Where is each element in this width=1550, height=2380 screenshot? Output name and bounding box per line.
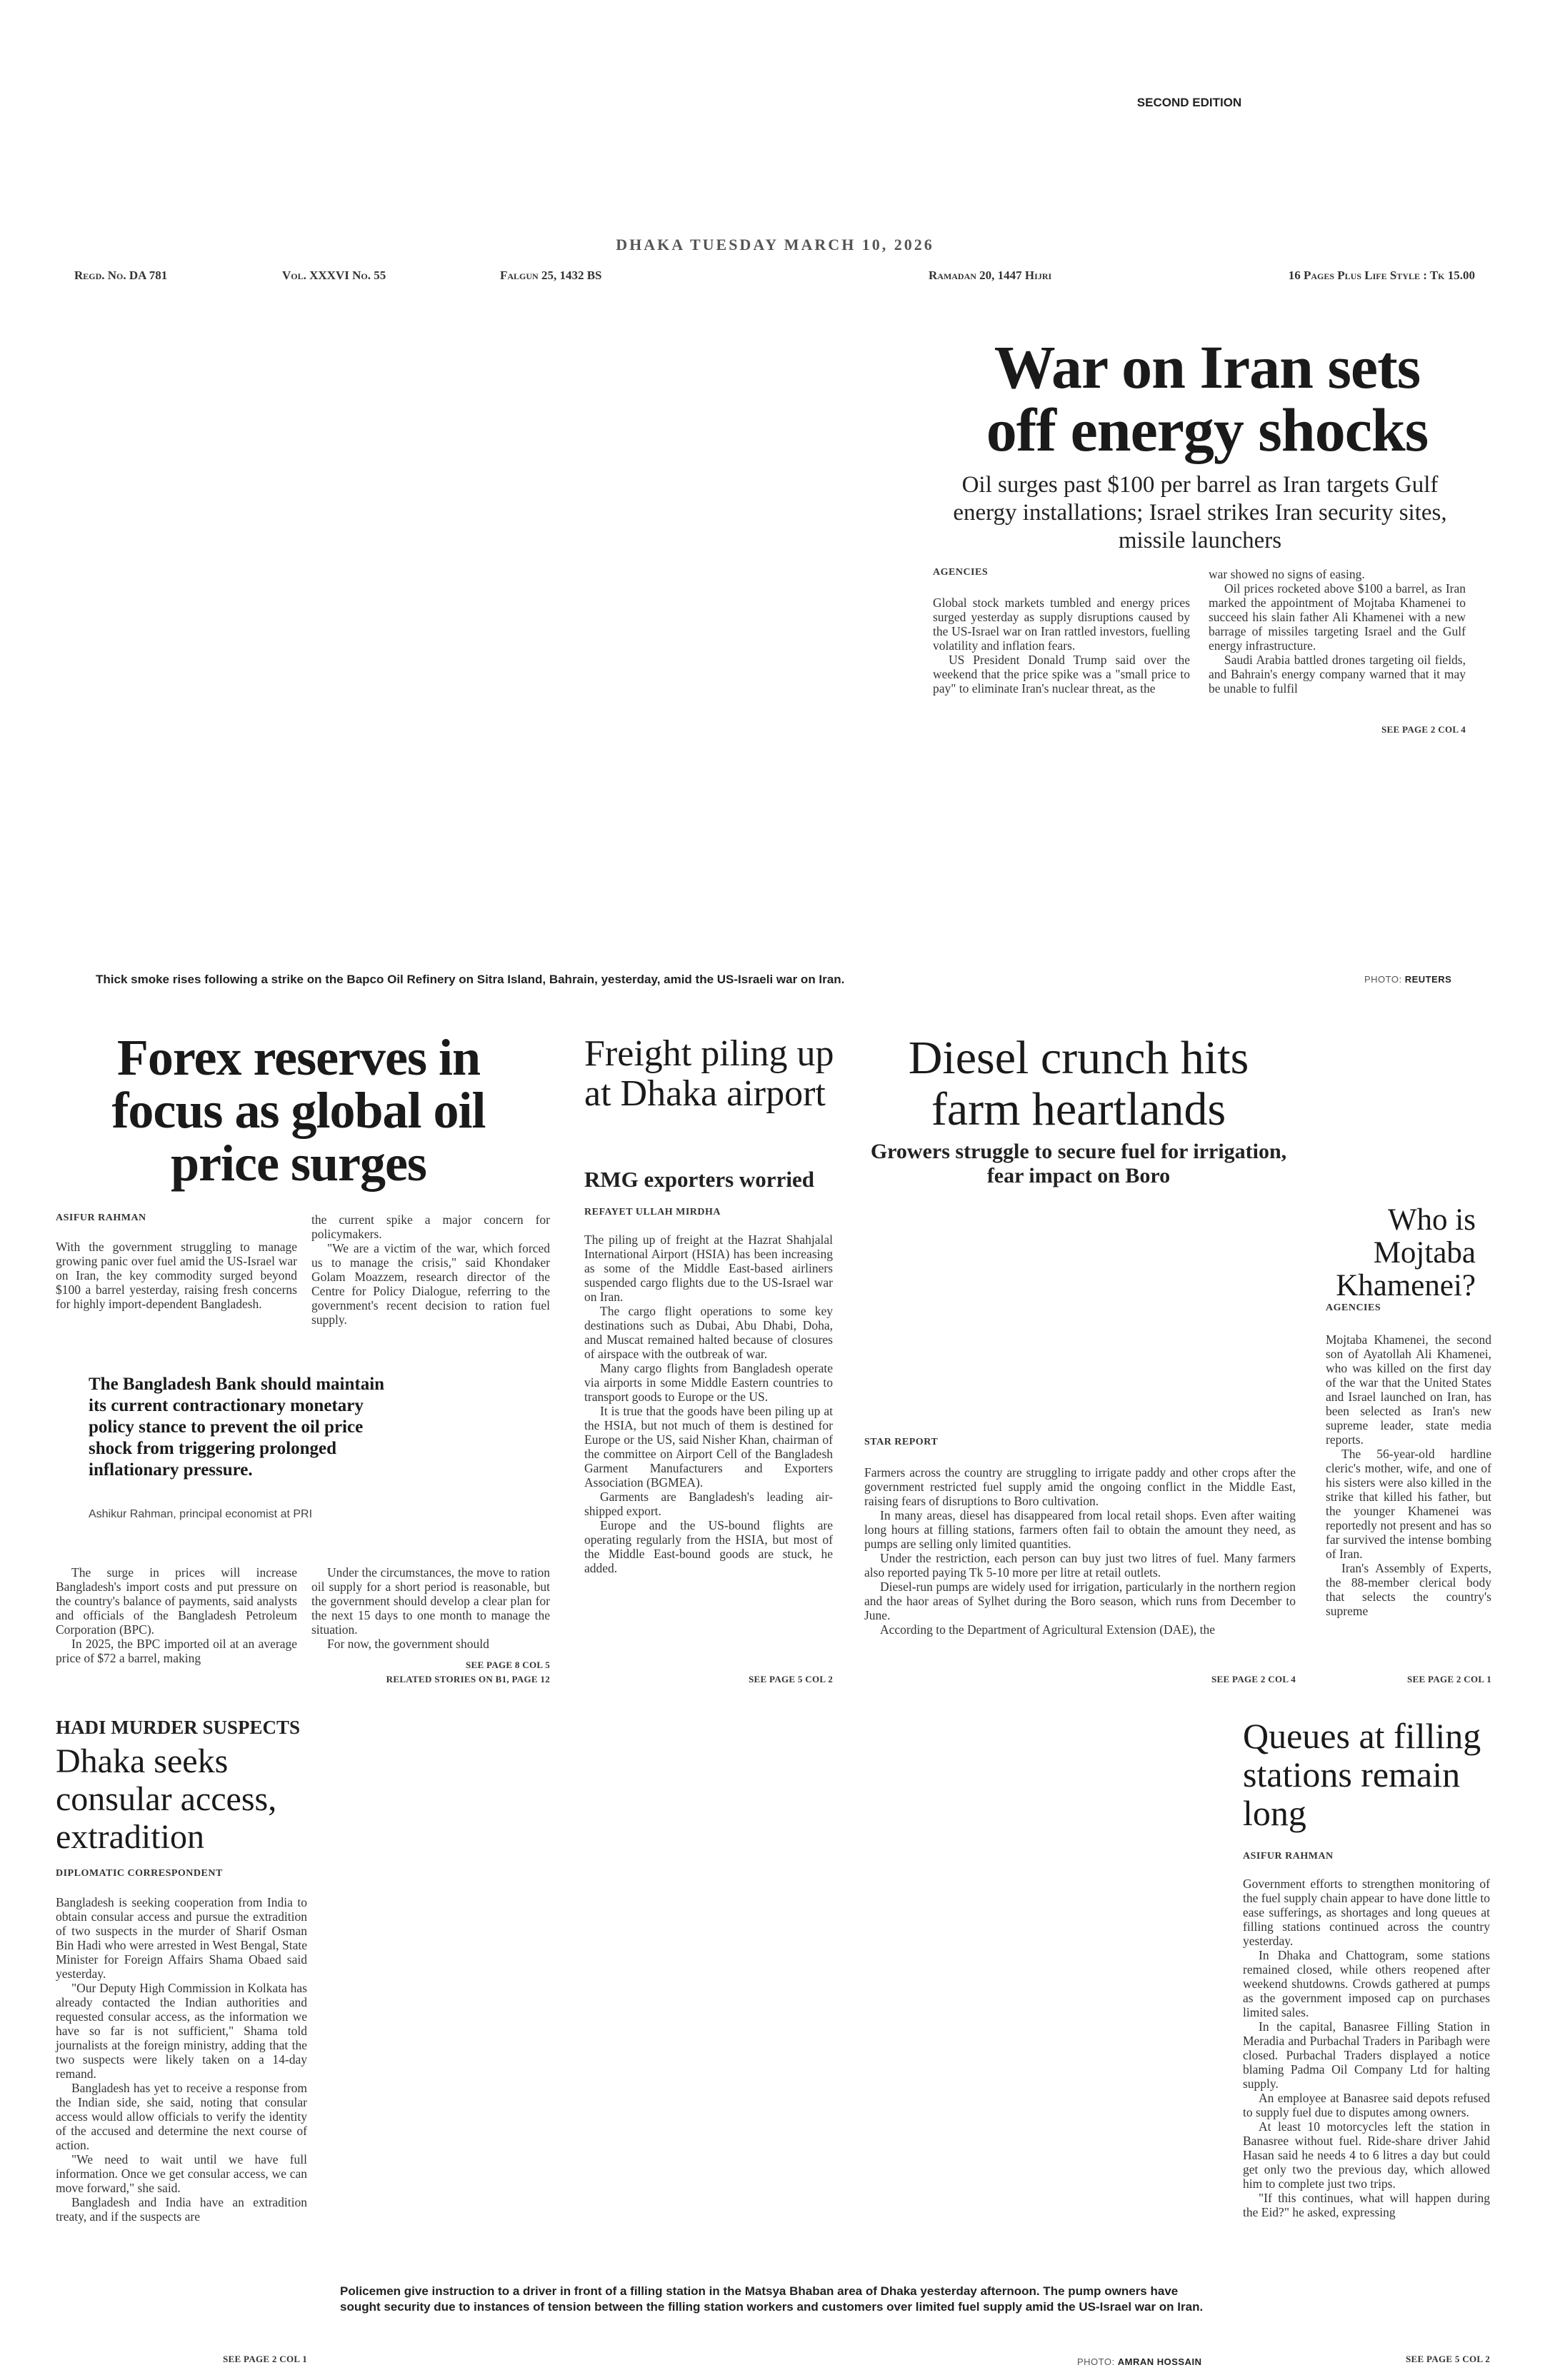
diesel-para: Farmers across the country are struggling to irrigate paddy and other crops after the government restricted fuel supply amid the ongoing conflict in the Middle East, raising fears of disruptions to Boro cultivation. — [864, 1465, 1296, 1508]
queues-para: An employee at Banasree said depots refused to supply fuel due to disputes among owners. — [1243, 2091, 1490, 2119]
mojtaba-headline[interactable]: Who is Mojtaba Khamenei? — [1336, 1203, 1476, 1302]
forex-column-1 — [56, 1240, 297, 1311]
diesel-para: In many areas, diesel has disappeared from local retail shops. Even after waiting long hours at filling stations, farmers often fail to obtain the amount they need, as pumps are selling only limited quantities. — [864, 1508, 1296, 1551]
diesel-para: According to the Department of Agricultural Extension (DAE), the — [880, 1622, 1215, 1637]
lead-column-2 — [1209, 567, 1466, 696]
forex-col3-para: The surge in prices will increase Bangladesh's import costs and put pressure on the country's balance of payments, said analysts and officials of the Bangladesh Petroleum Corporation (BPC). — [56, 1565, 297, 1637]
lead-col1-para: US President Donald Trump said over the weekend that the price spike was a "small price to pay" to eliminate Iran's nuclear threat, as the — [933, 653, 1190, 696]
hadi-para: "Our Deputy High Commission in Kolkata has already contacted the Indian authorities and requested consular access, as the information we have so far is not sufficient," Shama told journalists at the foreign ministry, adding that the two suspects were likely taken on a 14-day remand. — [56, 1981, 307, 2081]
mojtaba-para: The 56-year-old hardline cleric's mother, wife, and one of his sisters were also killed in the strike that killed his father, but the younger Khamenei was reportedly not present and has so far survived the intense bombing of Iran. — [1326, 1447, 1491, 1561]
photo1-caption: Thick smoke rises following a strike on the Bapco Oil Refinery on Sitra Island, Bahrain, yesterday, amid the US-Israeli war on Iran. — [96, 973, 845, 986]
lead-column-1 — [933, 596, 1190, 696]
queues-body — [1243, 1877, 1490, 2219]
lead-col2-para: Oil prices rocketed above $100 a barrel, as Iran marked the appointment of Mojtaba Khamenei to succeed his slain father Ali Khamenei with a new barrage of missiles targeting Israel and the Gulf energy infrastructure. — [1209, 581, 1466, 653]
forex-col2-para: "We are a victim of the war, which forced us to manage the crisis," said Khondaker Golam Moazzem, research director of the Centre for Policy Dialogue, referring to the government's recent decision to ration fuel supply. — [311, 1241, 550, 1327]
queues-para: In the capital, Banasree Filling Station in Meradia and Purbachal Traders in Paribagh were closed. Purbachal Traders displayed a notice blaming Padma Oil Company Ltd for halting supply. — [1243, 2019, 1490, 2091]
diesel-body — [864, 1465, 1296, 1637]
lead-headline-line1: War on Iran sets — [994, 333, 1421, 401]
freight-subhead: RMG exporters worried — [584, 1167, 814, 1192]
queues-para: Government efforts to strengthen monitoring of the fuel supply chain appear to have done little to ease sufferings, as shortages and long queues at filling stations continued across the country yesterday. — [1243, 1877, 1490, 1948]
forex-byline: ASIFUR RAHMAN — [56, 1212, 146, 1223]
lead-headline[interactable] — [921, 333, 1493, 464]
hadi-body — [56, 1895, 307, 2224]
photo2-credit-label: PHOTO: — [1077, 2356, 1115, 2367]
forex-headline[interactable]: Forex reserves in focus as global oil price surges — [111, 1029, 486, 1192]
lead-col2-para: Saudi Arabia battled drones targeting oil fields, and Bahrain's energy company warned that it may be unable to fulfil — [1209, 653, 1466, 696]
photo1-credit-label: PHOTO: — [1364, 974, 1402, 985]
forex-col1-para: With the government struggling to manage growing panic over fuel amid the US-Israel war on Iran, the key commodity surged beyond $100 a barrel yesterday, raising fresh concerns for highly import-dependent Bangladesh. — [56, 1240, 297, 1311]
mojtaba-byline: AGENCIES — [1326, 1302, 1381, 1313]
diesel-para: Diesel-run pumps are widely used for irrigation, particularly in the northern region and the haor areas of Sylhet during the Boro season, which runs from December to June. — [864, 1580, 1296, 1622]
mojtaba-para: Mojtaba Khamenei, the second son of Ayatollah Ali Khamenei, who was killed on the first day of the war that the United States and Israel launched on Iran, has been selected as Iran's new supreme leader, state media reports. — [1326, 1332, 1491, 1447]
diesel-byline: STAR REPORT — [864, 1437, 939, 1447]
forex-col4-para: Under the circumstances, the move to ration oil supply for a short period is reasonable, but the government should develop a clear plan for the next 15 days to one month to manage the situation. — [311, 1565, 550, 1637]
freight-para: Many cargo flights from Bangladesh operate via airports in some Middle Eastern countries to transport goods to Europe or the US. — [584, 1361, 833, 1404]
hadi-kicker: HADI MURDER SUSPECTS — [56, 1717, 301, 1738]
queues-para: At least 10 motorcycles left the station in Banasree without fuel. Ride-share driver Jahid Hasan said he needs 4 to 6 litres a day but could get only two the previous day, which allowed him to complete just two trips. — [1243, 2119, 1490, 2191]
dateline: DHAKA TUESDAY MARCH 10, 2026 — [616, 236, 934, 253]
volume-number: Vol. XXXVI No. 55 — [282, 268, 386, 282]
bengali-date: Falgun 25, 1432 BS — [500, 268, 602, 282]
photo2-credit — [1077, 2356, 1201, 2367]
lead-see-page-link[interactable]: SEE PAGE 2 COL 4 — [1381, 724, 1466, 735]
forex-col4-para: For now, the government should — [327, 1637, 489, 1651]
forex-pull-quote: The Bangladesh Bank should maintain its current contractionary monetary policy stance to prevent the oil price shock from triggering prolonged inflationary pressure. — [89, 1375, 385, 1480]
forex-column-4 — [311, 1565, 550, 1651]
forex-column-3 — [56, 1565, 297, 1665]
freight-para: Garments are Bangladesh's leading air-shipped export. — [584, 1490, 833, 1518]
photo1-credit — [1364, 974, 1451, 985]
queues-para: "If this continues, what will happen during the Eid?" he asked, expressing — [1243, 2191, 1490, 2219]
freight-byline: REFAYET ULLAH MIRDHA — [584, 1207, 721, 1217]
queues-headline[interactable]: Queues at filling stations remain long — [1243, 1716, 1481, 1833]
lead-byline: AGENCIES — [933, 567, 989, 578]
hadi-para: "We need to wait until we have full information. Once we get consular access, we can move forward," she said. — [56, 2152, 307, 2195]
photo2-credit-name: AMRAN HOSSAIN — [1117, 2356, 1202, 2367]
hijri-date: Ramadan 20, 1447 Hijri — [929, 268, 1052, 282]
forex-quote-attribution: Ashikur Rahman, principal economist at PRI — [89, 1508, 313, 1520]
mojtaba-para: Iran's Assembly of Experts, the 88-member clerical body that selects the country's supreme — [1326, 1561, 1491, 1618]
hadi-see-page-link[interactable]: SEE PAGE 2 COL 1 — [223, 2354, 307, 2364]
diesel-see-page-link[interactable]: SEE PAGE 2 COL 4 — [1211, 1674, 1296, 1684]
page-count-price: 16 Pages Plus Life Style : Tk 15.00 — [1288, 268, 1475, 282]
freight-para: It is true that the goods have been piling up at the HSIA, but not much of them is destined for Europe or the US, said Nisher Khan, chairman of the committee on Airport Cell of the Bangladesh Garment Manufacturers and Exporters Association (BGMEA). — [584, 1404, 833, 1490]
queues-byline: ASIFUR RAHMAN — [1243, 1851, 1334, 1862]
forex-column-2 — [311, 1212, 550, 1327]
edition-label: SECOND EDITION — [1136, 96, 1242, 109]
forex-see-page-link[interactable]: SEE PAGE 8 COL 5 — [466, 1660, 550, 1670]
lead-col1-para: Global stock markets tumbled and energy prices surged yesterday as supply disruptions caused by the US-Israel war on Iran rattled investors, fuelling volatility and inflation fears. — [933, 596, 1190, 653]
lead-col2-para: war showed no signs of easing. — [1209, 567, 1365, 581]
hadi-byline: DIPLOMATIC CORRESPONDENT — [56, 1868, 223, 1879]
hadi-para: Bangladesh is seeking cooperation from India to obtain consular access and pursue the extradition of two suspects in the murder of Sharif Osman Bin Hadi who were arrested in West Bengal, State Minister for Foreign Affairs Shama Obaed said yesterday. — [56, 1895, 307, 1981]
freight-para: Europe and the US-bound flights are operating regularly from the HSIA, but most of the Middle East-bound goods are stuck, he added. — [584, 1518, 833, 1575]
diesel-para: Under the restriction, each person can buy just two litres of fuel. Many farmers also reported paying Tk 5-10 more per litre at retail outlets. — [864, 1551, 1296, 1580]
hadi-para: Bangladesh and India have an extradition treaty, and if the suspects are — [56, 2195, 307, 2224]
freight-headline[interactable]: Freight piling up at Dhaka airport — [584, 1033, 834, 1114]
mojtaba-body — [1326, 1332, 1491, 1618]
lead-subhead: Oil surges past $100 per barrel as Iran targets Gulf energy installations; Israel strikes Iran security sites, missile launchers — [953, 472, 1447, 553]
freight-para: The piling up of freight at the Hazrat Shahjalal International Airport (HSIA) has been increasing as some of the Middle East-based airliners suspended cargo flights due to the US-Israel war on Iran. — [584, 1232, 833, 1304]
hadi-para: Bangladesh has yet to receive a response from the Indian side, she said, noting that consular access would allow officials to verify the identity of the accused and determine the next course of action. — [56, 2081, 307, 2152]
diesel-headline[interactable]: Diesel crunch hits farm heartlands — [908, 1032, 1249, 1135]
photo1-credit-name: REUTERS — [1404, 974, 1452, 985]
forex-col3-para: In 2025, the BPC imported oil at an average price of $72 a barrel, making — [56, 1637, 297, 1665]
hadi-headline[interactable]: Dhaka seeks consular access, extradition — [56, 1742, 277, 1856]
freight-body — [584, 1232, 833, 1575]
diesel-subhead: Growers struggle to secure fuel for irrigation, fear impact on Boro — [870, 1140, 1287, 1188]
queues-see-page-link[interactable]: SEE PAGE 5 COL 2 — [1406, 2354, 1490, 2364]
freight-para: The cargo flight operations to some key destinations such as Dubai, Abu Dhabi, Doha, and Muscat remained halted because of closures of airspace with the outbreak of war. — [584, 1304, 833, 1361]
forex-related-stories-link[interactable]: RELATED STORIES ON B1, PAGE 12 — [386, 1674, 550, 1684]
registration-number: Regd. No. DA 781 — [74, 268, 168, 282]
photo2-caption: Policemen give instruction to a driver in front of a filling station in the Matsya Bhaban area of Dhaka yesterday afternoon. The pump owners have sought security due to instances of tension between the filling station workers and customers over limited fuel supply amid the US-Israel war on Iran. — [340, 2284, 1204, 2314]
forex-col2-para: the current spike a major concern for policymakers. — [311, 1212, 550, 1241]
freight-see-page-link[interactable]: SEE PAGE 5 COL 2 — [749, 1674, 833, 1684]
mojtaba-see-page-link[interactable]: SEE PAGE 2 COL 1 — [1407, 1674, 1491, 1684]
queues-para: In Dhaka and Chattogram, some stations remained closed, while others reopened after weekend shutdowns. Crowds gathered at pumps as the government imposed cap on purchases limited sales. — [1243, 1948, 1490, 2019]
lead-headline-line2: off energy shocks — [986, 396, 1429, 464]
